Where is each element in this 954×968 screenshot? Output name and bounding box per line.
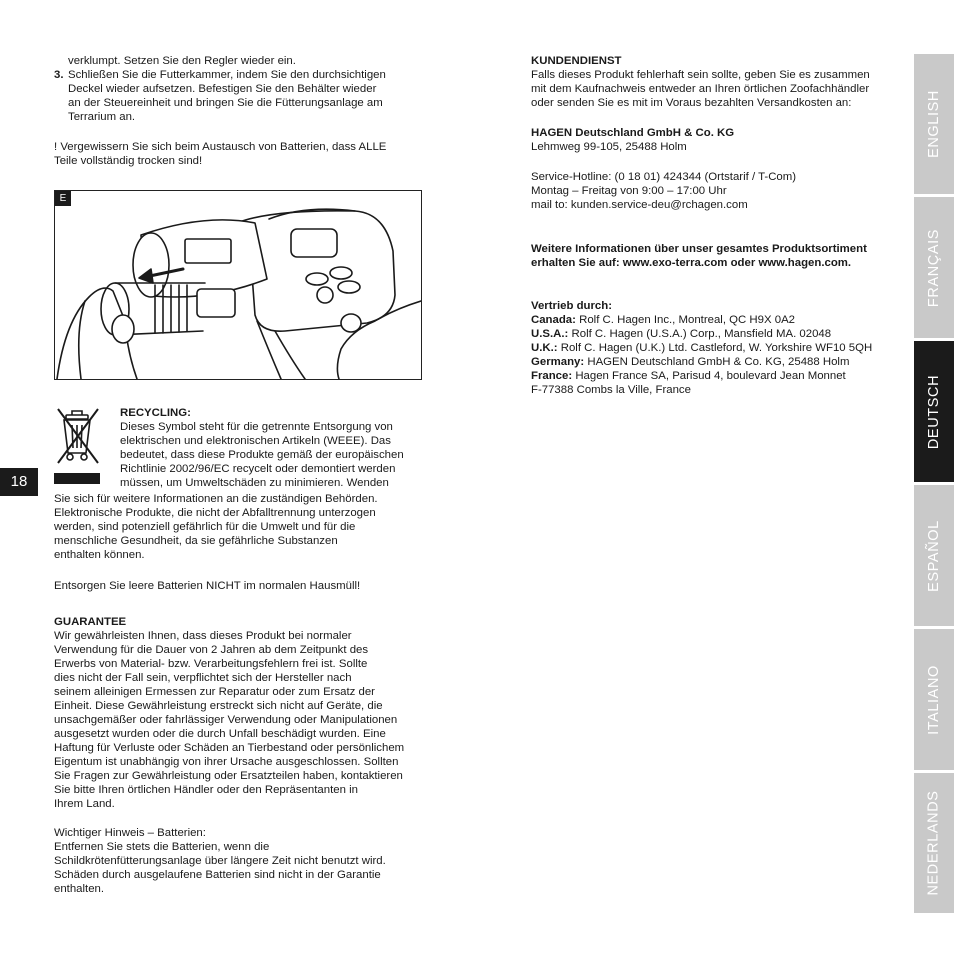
tab-francais[interactable] <box>914 197 954 338</box>
tab-label: ESPAÑOL <box>926 519 942 592</box>
tab-deutsch[interactable] <box>914 341 954 482</box>
guarantee-line: ausgesetzt wurden oder die durch Unfall beschädigt wurden. Eine <box>54 728 386 740</box>
recycling-line: Dieses Symbol steht für die getrennte Entsorgung von <box>120 421 393 433</box>
recycling-line: menschliche Gesundheit, da sie gefährliche Substanzen <box>54 535 338 547</box>
guarantee-line: Ihrem Land. <box>54 798 115 810</box>
customer-service-line: Falls dieses Produkt fehlerhaft sein sollte, geben Sie es zusammen <box>531 69 870 81</box>
battery-warning <box>54 140 424 168</box>
battery-disposal-note <box>54 579 424 593</box>
step-line: Schließen Sie die Futterkammer, indem Sie den durchsichtigen <box>68 69 386 81</box>
distributor-country: Canada: <box>531 314 576 326</box>
tab-label: ENGLISH <box>926 90 943 158</box>
intro-text <box>54 54 424 124</box>
distributor-address: Hagen France SA, Parisud 4, boulevard Jean Monnet <box>572 370 846 382</box>
step-3 <box>54 68 424 124</box>
battery-notice-heading: Wichtiger Hinweis – Batterien: <box>54 827 206 839</box>
battery-notice-line: Schäden durch ausgelaufene Batterien sind nicht in der Garantie <box>54 869 381 881</box>
battery-notice-section <box>54 826 424 896</box>
company-street: Lehmweg 99-105, 25488 Holm <box>531 141 687 153</box>
recycling-line: müssen, um Umweltschäden zu minimieren. Wenden <box>120 477 389 489</box>
recycling-line: Elektronische Produkte, die nicht der Abfalltrennung unterzogen <box>54 507 376 519</box>
recycling-heading: RECYCLING: <box>120 407 191 419</box>
tab-nederlands[interactable] <box>914 773 954 913</box>
step-line: Deckel wieder aufsetzen. Befestigen Sie den Behälter wieder <box>68 83 377 95</box>
company-address <box>531 126 901 154</box>
distributor-country: France: <box>531 370 573 382</box>
recycling-line: elektrischen und elektronischen Artikeln (WEEE). Das <box>120 435 391 447</box>
guarantee-line: dies nicht der Fall sein, verpflichtet sich der Hersteller nach <box>54 672 352 684</box>
tab-english[interactable] <box>914 54 954 194</box>
step-line: an der Steuereinheit und bringen Sie die Fütterungsanlage am <box>68 97 383 109</box>
hotline-section <box>531 170 901 212</box>
hotline-line: Montag – Freitag von 9:00 – 17:00 Uhr <box>531 185 727 197</box>
guarantee-heading: GUARANTEE <box>54 616 127 628</box>
figure-label: E <box>55 191 71 206</box>
guarantee-line: Sie bitte Ihren örtlichen Händler oder den Repräsentanten in <box>54 784 358 796</box>
customer-service-line: oder senden Sie es mit im Voraus bezahlten Versandkosten an: <box>531 97 852 109</box>
guarantee-line: Verwendung für die Dauer von 2 Jahren ab dem Zeitpunkt des <box>54 644 369 656</box>
distributor-entry <box>531 327 901 341</box>
page-number: 18 <box>0 468 38 496</box>
guarantee-line: seinem alleinigen Ermessen zur Reparatur oder zum Ersatz der <box>54 686 375 698</box>
company-name: HAGEN Deutschland GmbH & Co. KG <box>531 127 735 139</box>
distribution-section <box>531 299 901 397</box>
more-info-line: Weitere Informationen über unser gesamtes Produktsortiment <box>531 243 867 255</box>
guarantee-line: Einheit. Diese Gewährleistung erstreckt sich nicht auf Geräte, die <box>54 700 383 712</box>
battery-disposal-text: Entsorgen Sie leere Batterien NICHT im normalen Hausmüll! <box>54 580 361 592</box>
intro-line: verklumpt. Setzen Sie den Regler wieder ein. <box>68 55 296 67</box>
more-info-line: erhalten Sie auf: www.exo-terra.com oder www.hagen.com. <box>531 257 852 269</box>
distributor-entry <box>531 369 901 383</box>
tab-label: NEDERLANDS <box>926 790 943 896</box>
recycling-line: werden, sind potenziell gefährlich für die Umwelt und für die <box>54 521 356 533</box>
feeder-illustration <box>55 191 421 379</box>
recycling-continued <box>54 492 424 562</box>
distributor-address: Rolf C. Hagen Inc., Montreal, QC H9X 0A2 <box>575 314 796 326</box>
guarantee-line: unsachgemäßer oder fahrlässiger Verwendung oder Manipulationen <box>54 714 398 726</box>
more-info-section <box>531 242 901 270</box>
tab-espanol[interactable] <box>914 485 954 626</box>
tab-label: DEUTSCH <box>926 374 943 449</box>
warning-line: ! Vergewissern Sie sich beim Austausch von Batterien, dass ALLE <box>54 141 387 153</box>
warning-line: Teile vollständig trocken sind! <box>54 155 203 167</box>
battery-notice-line: Schildkrötenfütterungsanlage über längere Zeit nicht benutzt wird. <box>54 855 386 867</box>
guarantee-line: Erwerbs von Material- bzw. Verarbeitungsfehlern frei ist. Sollte <box>54 658 368 670</box>
distributor-country: Germany: <box>531 356 585 368</box>
distributor-entry <box>531 355 901 369</box>
guarantee-line: Haftung für Verluste oder Schäden an Tierbestand oder persönlichem <box>54 742 405 754</box>
tab-italiano[interactable] <box>914 629 954 770</box>
distributor-address: Rolf C. Hagen (U.K.) Ltd. Castleford, W. Yorkshire WF10 5QH <box>557 342 873 354</box>
recycling-line: Sie sich für weitere Informationen an die zuständigen Behörden. <box>54 493 378 505</box>
hotline-line: mail to: kunden.service-deu@rchagen.com <box>531 199 748 211</box>
customer-service-section <box>531 54 901 110</box>
recycling-line: enthalten können. <box>54 549 145 561</box>
recycling-line: Richtlinie 2002/96/EC recycelt oder demontiert werden <box>120 463 396 475</box>
distributor-address: HAGEN Deutschland GmbH & Co. KG, 25488 Holm <box>584 356 850 368</box>
guarantee-line: Sie Fragen zur Gewährleistung oder Ersatzteilen haben, kontaktieren <box>54 770 403 782</box>
step-line: Terrarium an. <box>68 111 136 123</box>
distributor-last-line: F-77388 Combs la Ville, France <box>531 384 691 396</box>
distributor-entry <box>531 341 901 355</box>
battery-notice-line: enthalten. <box>54 883 105 895</box>
guarantee-line: Eigentum ist unabhängig von ihrer Ursache ausgeschlossen. Sollten <box>54 756 399 768</box>
battery-notice-line: Entfernen Sie stets die Batterien, wenn die <box>54 841 270 853</box>
step-number: 3. <box>54 69 64 81</box>
tab-label: FRANÇAIS <box>926 228 942 307</box>
weee-crossed-bin-icon <box>54 405 102 485</box>
tab-label: ITALIANO <box>926 664 943 735</box>
guarantee-line: Wir gewährleisten Ihnen, dass dieses Produkt bei normaler <box>54 630 352 642</box>
figure-e <box>54 190 422 380</box>
customer-service-heading: KUNDENDIENST <box>531 55 622 67</box>
guarantee-section <box>54 615 424 811</box>
recycling-line: bedeutet, dass diese Produkte gemäß der europäischen <box>120 449 404 461</box>
customer-service-line: mit dem Kaufnachweis entweder an Ihren örtlichen Zoofachhändler <box>531 83 870 95</box>
distributor-address: Rolf C. Hagen (U.S.A.) Corp., Mansfield MA. 02048 <box>568 328 832 340</box>
hotline-line: Service-Hotline: (0 18 01) 424344 (Ortstarif / T-Com) <box>531 171 797 183</box>
distributor-country: U.S.A.: <box>531 328 569 340</box>
distribution-heading: Vertrieb durch: <box>531 300 613 312</box>
distributor-entry <box>531 313 901 327</box>
distributor-country: U.K.: <box>531 342 558 354</box>
recycling-section <box>120 406 420 490</box>
